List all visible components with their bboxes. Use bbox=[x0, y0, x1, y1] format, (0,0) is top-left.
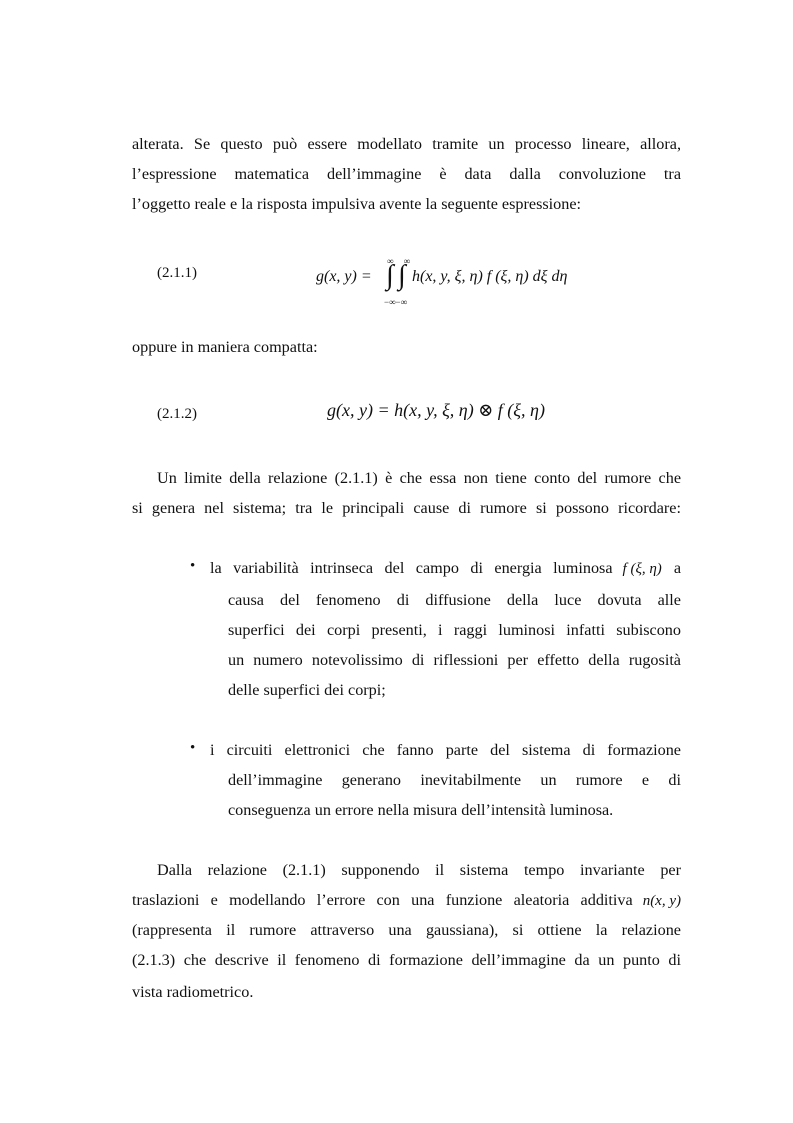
bullet-2-line-1: i circuiti elettronici che fanno parte del sistema di formazione bbox=[210, 741, 681, 759]
paragraph-1-line-2: l’espressione matematica dell’immagine è data dalla convoluzione tra bbox=[132, 165, 681, 183]
bullet-2-line-3: conseguenza un errore nella misura dell’intensità luminosa. bbox=[228, 801, 614, 819]
equation-1-upper-limits: ∞ ∞ bbox=[387, 256, 415, 266]
equation-1-integrand: h(x, y, ξ, η) f (ξ, η) dξ dη bbox=[412, 268, 568, 285]
paragraph-2-line-2: si genera nel sistema; tra le principali cause di rumore si possono ricordare: bbox=[132, 499, 681, 517]
equation-2: g(x, y) = h(x, y, ξ, η) ⊗ f (ξ, η) bbox=[327, 400, 545, 420]
paragraph-2-line-1: Un limite della relazione (2.1.1) è che essa non tiene conto del rumore che bbox=[157, 469, 681, 487]
paragraph-3-line-4: (2.1.3) che descrive il fenomeno di formazione dell’immagine da un punto di bbox=[132, 951, 681, 969]
bullet-1-math: f (ξ, η) bbox=[622, 561, 662, 577]
paragraph-3-line-3: (rappresenta il rumore attraverso una gaussiana), si ottiene la relazione bbox=[132, 921, 681, 939]
paragraph-1-line-1: alterata. Se questo può essere modellato tramite un processo lineare, allora, bbox=[132, 135, 681, 153]
equation-1-number: (2.1.1) bbox=[157, 265, 197, 281]
paragraph-1-line-3: l’oggetto reale e la risposta impulsiva avente la seguente espressione: bbox=[132, 195, 582, 213]
bullet-2-marker: • bbox=[190, 740, 196, 756]
bullet-1-line-4: un numero notevolissimo di riflessioni per effetto della rugosità bbox=[228, 651, 681, 669]
bullet-1-marker: • bbox=[190, 558, 196, 574]
connector-text: oppure in maniera compatta: bbox=[132, 338, 318, 356]
paragraph-3-line-2 bbox=[132, 890, 681, 911]
bullet-2-line-2: dell’immagine generano inevitabilmente un rumore e di bbox=[228, 771, 681, 789]
paragraph-3-line-5: vista radiometrico. bbox=[132, 983, 254, 1001]
equation-1-lower-limits: −∞−∞ bbox=[384, 297, 407, 307]
bullet-1-line-3: superfici dei corpi presenti, i raggi luminosi infatti subiscono bbox=[228, 621, 681, 639]
bullet-1-line-2: causa del fenomeno di diffusione della luce dovuta alle bbox=[228, 591, 681, 609]
bullet-1-line-1-end: a bbox=[673, 559, 681, 577]
paragraph-3-line-1: Dalla relazione (2.1.1) supponendo il sistema tempo invariante per bbox=[157, 861, 681, 879]
integral-sign-1: ∫ bbox=[386, 260, 394, 291]
integral-sign-2: ∫ bbox=[398, 260, 406, 291]
paragraph-3-line-2-text: traslazioni e modellando l’errore con una funzione aleatoria additiva bbox=[132, 891, 633, 909]
bullet-1-line-1 bbox=[210, 558, 681, 579]
equation-2-number: (2.1.2) bbox=[157, 406, 197, 422]
bullet-1-line-5: delle superfici dei corpi; bbox=[228, 681, 386, 699]
equation-1-lhs: g(x, y) = bbox=[316, 268, 372, 285]
paragraph-3-math: n(x, y) bbox=[642, 893, 681, 909]
bullet-1-line-1-text: la variabilità intrinseca del campo di energia luminosa bbox=[210, 559, 613, 577]
equation-1 bbox=[316, 254, 616, 310]
